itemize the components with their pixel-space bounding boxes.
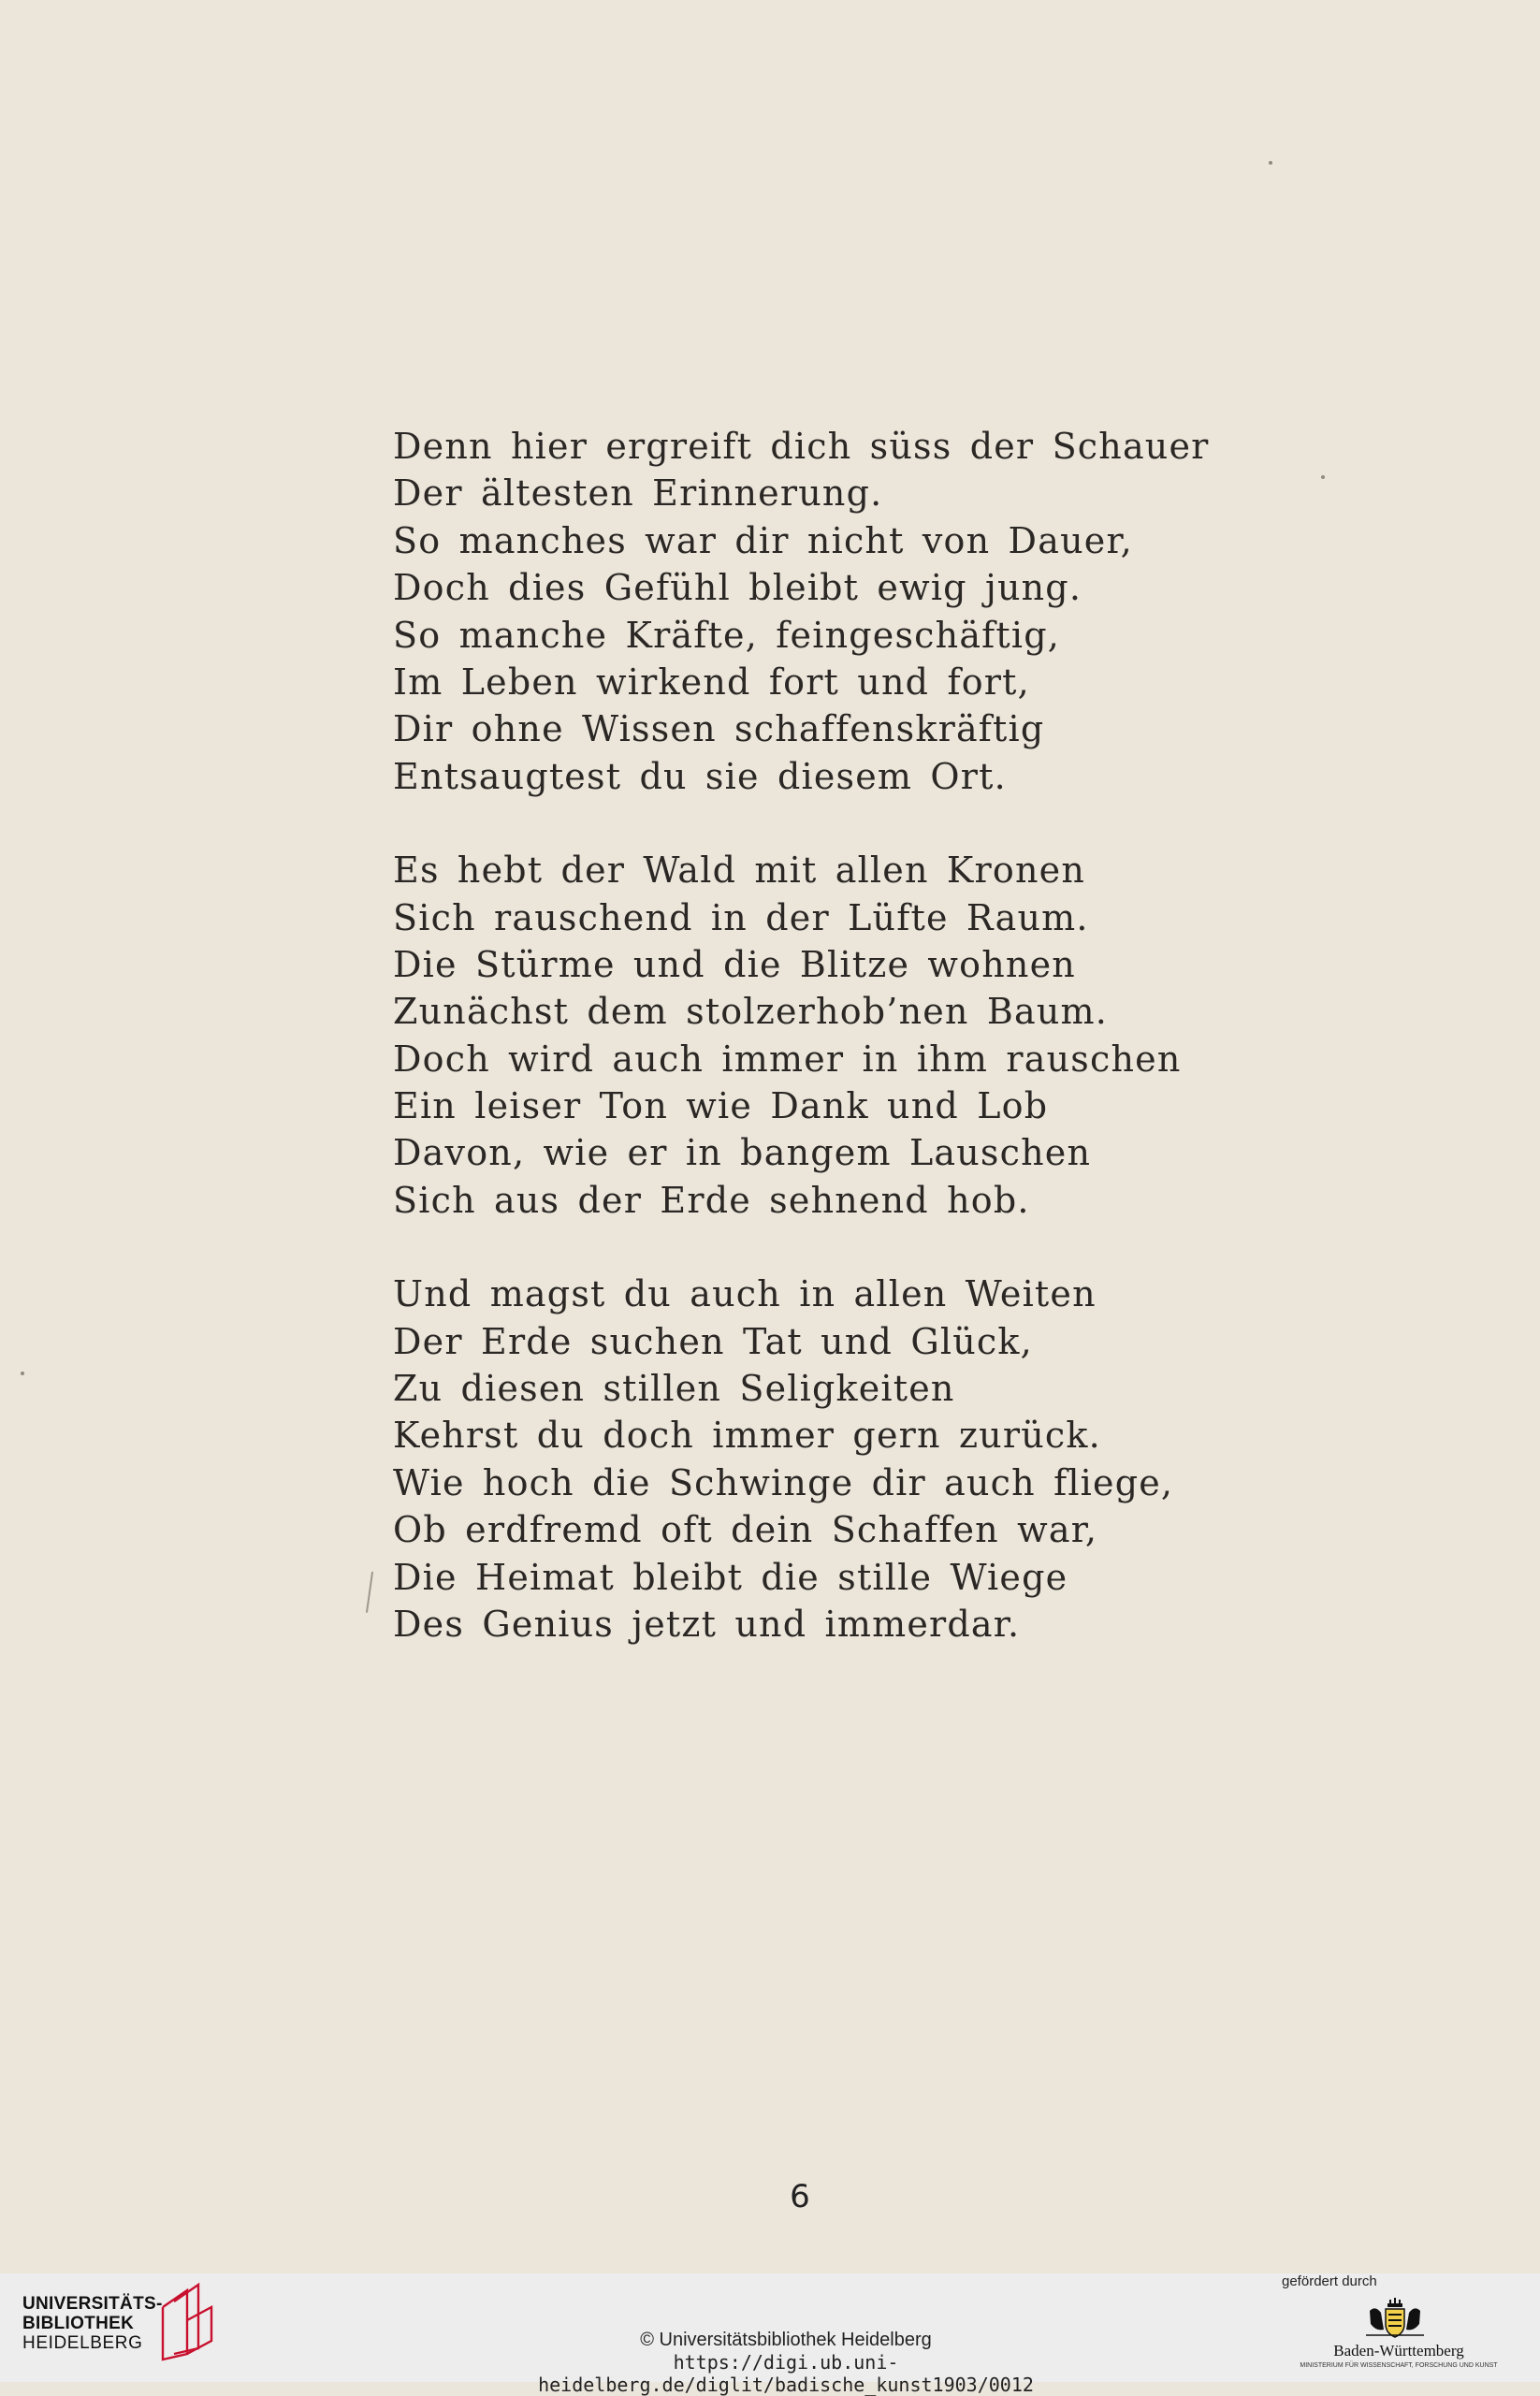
funder-name: Baden-Württemberg — [1333, 2342, 1464, 2360]
poem-line: So manches war dir nicht von Dauer, — [393, 519, 1133, 561]
poem-line: Zunächst dem stolzerhob’nen Baum. — [393, 991, 1109, 1033]
poem-line: Im Leben wirkend fort und fort, — [393, 661, 1030, 703]
poem-line: Ein leiser Ton wie Dank und Lob — [393, 1085, 1049, 1127]
copyright-notice: © Universitätsbibliothek Heidelberg — [640, 2330, 932, 2350]
poem-line: Sich rauschend in der Lüfte Raum. — [393, 896, 1089, 938]
poem-stanza-1 — [393, 423, 1235, 800]
poem-line: Und magst du auch in allen Weiten — [393, 1273, 1097, 1315]
paper-speck — [1321, 475, 1325, 479]
pencil-margin-mark — [366, 1572, 376, 1613]
library-logo[interactable] — [22, 2294, 163, 2353]
poem-line: Entsaugtest du sie diesem Ort. — [393, 755, 1007, 797]
state-crest-icon — [1362, 2298, 1428, 2339]
poem-line: Des Genius jetzt und immerdar. — [393, 1603, 1021, 1645]
poem-line: Wie hoch die Schwinge dir auch fliege, — [393, 1461, 1174, 1503]
poem-line: Dir ohne Wissen schaffenskräftig — [393, 708, 1045, 750]
paper-speck — [21, 1372, 24, 1375]
poem-line: Denn hier ergreift dich süss der Schauer — [393, 426, 1210, 467]
poem-stanza-2 — [393, 847, 1235, 1224]
library-name-line3: HEIDELBERG — [22, 2333, 143, 2353]
funder-ministry: MINISTERIUM FÜR WISSENSCHAFT, FORSCHUNG UND KUNST — [1300, 2362, 1498, 2369]
library-name-line1: UNIVERSITÄTS- — [22, 2294, 163, 2314]
poem-line: Es hebt der Wald mit allen Kronen — [393, 849, 1085, 892]
poem — [393, 423, 1235, 1694]
poem-line: Zu diesen stillen Seligkeiten — [393, 1368, 955, 1410]
poem-line: Die Stürme und die Blitze wohnen — [393, 943, 1076, 985]
poem-line: Die Heimat bleibt die stille Wiege — [393, 1556, 1068, 1598]
poem-line: Doch wird auch immer in ihm rauschen — [393, 1038, 1182, 1080]
poem-line: Ob erdfremd oft dein Schaffen war, — [393, 1509, 1098, 1551]
library-name-line2: BIBLIOTHEK — [22, 2314, 135, 2333]
poem-line: Der Erde suchen Tat und Glück, — [393, 1320, 1033, 1362]
poem-line: So manche Kräfte, feingeschäftig, — [393, 614, 1061, 656]
library-logo-icon — [159, 2279, 215, 2365]
paper-speck — [1269, 161, 1272, 165]
poem-line: Kehrst du doch immer gern zurück. — [393, 1415, 1101, 1457]
poem-line: Der ältesten Erinnerung. — [393, 472, 883, 515]
poem-line: Doch dies Gefühl bleibt ewig jung. — [393, 567, 1082, 609]
poem-line: Davon, wie er in bangem Lauschen — [393, 1132, 1092, 1174]
poem-line: Sich aus der Erde sehnend hob. — [393, 1179, 1030, 1221]
funded-by-label: gefördert durch — [1282, 2273, 1377, 2289]
permalink-url[interactable]: https://digi.ub.uni-heidelberg.de/diglit/badische_kunst1903/0012 — [538, 2351, 1034, 2396]
page-number: 6 — [790, 2178, 810, 2215]
poem-stanza-3 — [393, 1271, 1235, 1648]
